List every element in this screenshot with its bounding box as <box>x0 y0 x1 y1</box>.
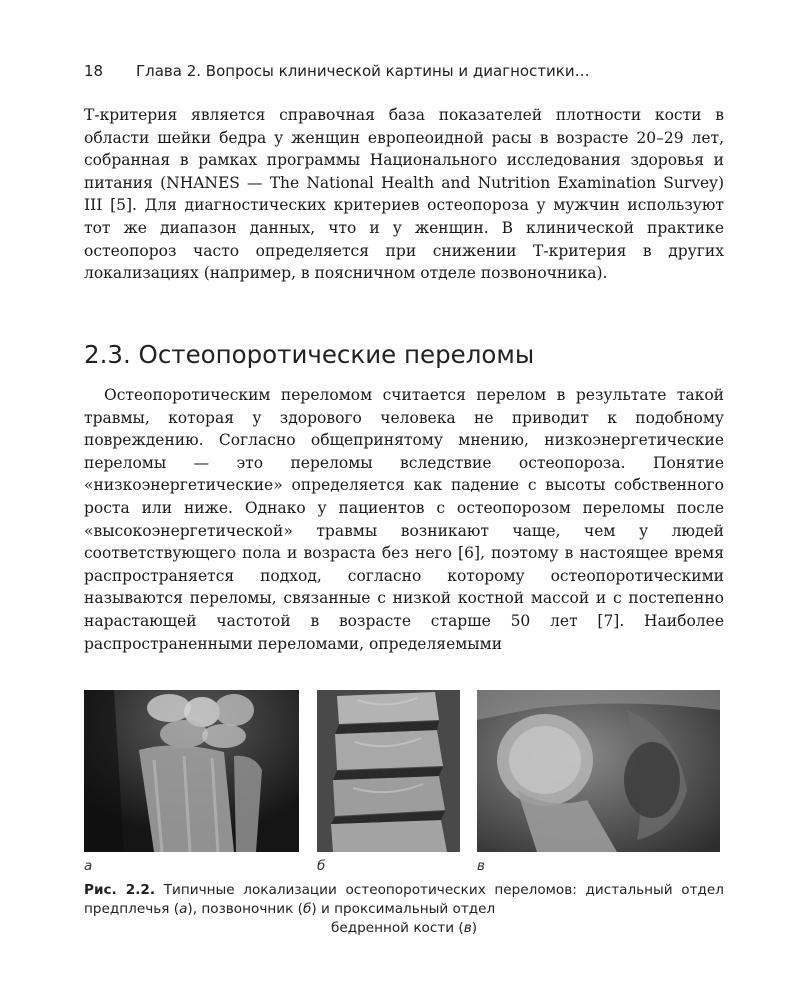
xray-image-hip <box>477 690 720 852</box>
caption-label-c: в <box>463 920 472 936</box>
caption-text-3: ) и проксимальный отдел <box>311 901 496 917</box>
caption-text-2: ), позвоночник ( <box>187 901 303 917</box>
caption-line-2-text: бедренной кости ( <box>330 920 464 936</box>
paragraph-1: Т-критерия является справочная база показателей плотности кости в области шейки бедра у женщин европеоидной расы в возрасте 20–29 лет, собранная в рамках программы Национального исследования здоровья и питания (NHANES — The National Health and Nutrition Examination Survey) III [5]. Для диагностических критериев остеопороза у мужчин используют тот же диапазон данных, что и у женщин. В клинической практике остеопороз часто определяется при снижении Т-критерия в других локализациях (например, в поясничном отделе позвоночника). <box>84 106 724 283</box>
figure-label-b: б <box>317 858 326 874</box>
caption-label-b: б <box>302 901 312 917</box>
chapter-title: Глава 2. Вопросы клинической картины и диагностики… <box>136 62 590 80</box>
page-number: 18 <box>84 62 104 80</box>
caption-label-a: а <box>179 901 188 917</box>
xray-image-spine <box>317 690 460 852</box>
caption-prefix: Рис. 2.2. <box>84 882 156 898</box>
xray-image-wrist <box>84 690 299 852</box>
caption-text-4: ) <box>471 920 478 936</box>
figure-caption <box>84 881 724 938</box>
caption-line-2 <box>84 919 724 938</box>
running-header <box>84 62 590 80</box>
figure-label-c: в <box>477 858 485 874</box>
figure-label-a: а <box>84 858 93 874</box>
paragraph-2: Остеопоротическим переломом считается перелом в результате такой травмы, которая у здорового человека не приводит к подобному повреждению. Согласно общепринятому мнению, низкоэнергетические переломы — это переломы вследствие остеопороза. Понятие «низкоэнергетические» определяется как падение с высоты собственного роста или ниже. Однако у пациентов с остеопорозом переломы после «высокоэнергетической» травмы возникают чаще, чем у людей соответствующего пола и возраста без него [6], поэтому в настоящее время распространяется подход, согласно которому остеопоротическими называются переломы, связанные с низкой костной массой и с постепенно нарастающей частотой в возрасте старше 50 лет [7]. Наиболее распространенными переломами, определяемыми <box>84 386 724 653</box>
caption-text-1: Типичные локализации остеопоротических переломов: дистальный отдел предплечья ( <box>84 882 724 917</box>
section-title: 2.3. Остеопоротические переломы <box>84 340 535 369</box>
